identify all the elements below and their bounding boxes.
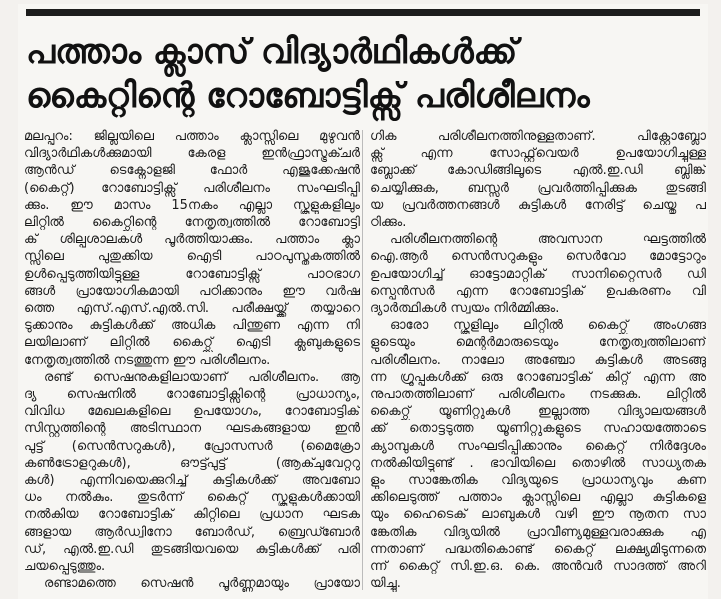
text-line: മലപ്പുറം: ജില്ലയിലെ പത്താം ക്ലാസ്സിലെ മുഴുവൻ (24, 129, 360, 144)
text-line: ളുടെയും മെന്റർമാരുടെയും നേതൃത്വത്തിലാണ് (370, 335, 706, 351)
text-line: നുപാതത്തിലാണ് പരിശീലനം നടക്കുക. ലിറ്റിൽ (370, 387, 706, 403)
text-line: പുട്ട് (സെൻസറുകൾ), പ്രോസസർ (മൈക്രോ (24, 438, 360, 454)
text-line: രണ്ടാമത്തെ സെഷൻ പൂർണ്ണമായും പ്രായോ (44, 576, 360, 592)
text-line: നൽകിയ റോബോട്ടിക് കിറ്റിലെ പ്രധാന ഘടക (24, 507, 360, 523)
text-line: ക് ശില്പശാലകൾ പൂർത്തിയാക്കും. പത്താം ക്ലാ (24, 232, 360, 248)
text-line: ഓരോ സ്കൂളിലും ലിറ്റിൽ കൈറ്റ്സ് അംഗങ്ങ (390, 318, 706, 334)
article-paragraph (370, 317, 706, 592)
article-paragraph (24, 369, 360, 575)
article-paragraph (24, 575, 360, 592)
text-line: കൺട്രോളറുകൾ), ഔട്ട്പുട്ട് (ആക്ചുവേറ്ററു (24, 455, 360, 471)
text-line: ത്തെ എസ്.എസ്.എൽ.സി. പരീക്ഷയ്ക്ക് തയ്യാറെ (24, 301, 360, 317)
top-rule (26, 9, 700, 16)
text-line: ഐ.ആർ സെൻസറുകളും സെർവോ മോട്ടോറും (370, 249, 706, 265)
text-line: ലയിലാണ് ലിറ്റിൽ കൈറ്റ്സ് ഐടി ക്ലബുകളുടെ (24, 335, 360, 351)
text-line: ഉപയോഗിച്ച് ഓട്ടോമാറ്റിക് സാനിറ്റൈസർ ഡി (370, 266, 706, 282)
text-line: ന്നതാണ് പദ്ധതികൊണ്ട് കൈറ്റ് ലക്ഷ്യമിടുന്നതെ (370, 541, 706, 557)
text-line: സ്സിലെ പുതുക്കിയ ഐടി പാഠപുസ്തകത്തിൽ (24, 249, 360, 265)
text-line: കൾ) എന്നിവയെക്കുറിച്ച് കുട്ടികൾക്ക് അവബോ (24, 473, 360, 489)
article-column-2 (370, 128, 706, 592)
text-line: പരിശീലനം. നാലോ അഞ്ചോ കുട്ടികൾ അടങ്ങു (370, 352, 706, 368)
text-line: ന്ന ഗ്രൂപ്പുകൾക്ക് ഒരു റോബോട്ടിക് കിറ്റ് എന്ന അ (370, 369, 706, 385)
article-paragraph (370, 128, 706, 231)
headline-line-1: പത്താം ക്ലാസ് വിദ്യാർഥികൾക്ക് (26, 32, 518, 72)
text-line: ളും സാങ്കേതിക വിദ്യയുടെ പ്രാധാന്യവും കണ (370, 473, 706, 489)
text-line: ആൻഡ് ടെക്നോളജി ഫോർ എജുക്കേഷൻ (24, 163, 360, 179)
text-line: ങ്ങൾ പ്രായോഗികമായി പഠിക്കാനും ഈ വർഷ (24, 283, 360, 299)
text-line: ക്സ് എന്ന സോഫ്റ്റ്‌വെയർ ഉപയോഗിച്ചുള്ള (370, 146, 706, 162)
text-line: ക്യാമ്പുകൾ സംഘടിപ്പിക്കാനും കൈറ്റ് നിർദ്ദേശം (370, 438, 706, 454)
text-line: വിവിധ മേഖലകളിലെ ഉപയോഗം, റോബോട്ടിക് (24, 404, 360, 420)
headline (26, 30, 706, 118)
text-line: ഗിക പരിശീലനത്തിനുള്ളതാണ്. പിക്റ്റോബ്ലോ (370, 129, 706, 144)
text-line: ചെയ്യിക്കുക, ബസ്സർ പ്രവർത്തിപ്പിക്കുക തുടങ്ങി (370, 180, 706, 196)
headline-line-2: കൈറ്റിന്റെ റോബോട്ടിക്സ് പരിശീലനം (26, 76, 590, 116)
text-line: ധം നൽകും. തുടർന്ന് കൈറ്റ് സ്കൂളുകൾക്കായി (24, 490, 360, 506)
text-line: ബ്ലോക്ക് കോഡിങ്ങിലൂടെ എൽ.ഇ.ഡി ബ്ലിങ്ക് (370, 163, 706, 179)
article-paragraph (24, 128, 360, 369)
text-line: ഠിക്കും. (370, 215, 407, 231)
text-line: ഡ്, എൽ.ഇ.ഡി തുടങ്ങിയവയെ കുട്ടികൾക്ക് പരി (24, 541, 360, 557)
column-divider (362, 130, 363, 590)
text-line: ദ്യ സെഷനിൽ റോബോട്ടിക്സിന്റെ പ്രാധാന്യം, (24, 387, 360, 403)
text-line: ന്ന് കൈറ്റ് സി.ഇ.ഒ. കെ. അൻവർ സാദത്ത് അറി (370, 559, 706, 575)
text-line: വിദ്യാർഥികൾക്കുമായി കേരള ഇൻഫ്രാസ്ട്രക്ചർ (24, 146, 360, 162)
text-line: ഉൾപ്പെടുത്തിയിട്ടുള്ള റോബോട്ടിക്സ് പാഠഭാഗ (24, 266, 360, 282)
text-line: സ്പെൻസർ എന്ന റോബോട്ടിക് ഉപകരണം വി (370, 283, 706, 299)
text-line: യ പ്രവർത്തനങ്ങൾ കുട്ടികൾ നേരിട്ട് ചെയ്തു പ (370, 197, 706, 213)
text-line: ലിറ്റിൽ കൈറ്റ്സിന്റെ നേതൃത്വത്തിൽ റോബോട്ടി (24, 215, 360, 231)
text-line: നൽകിയിട്ടുണ്ട് . ഭാവിയിലെ തൊഴിൽ സാധ്യതക (370, 455, 706, 471)
text-line: യും ഹൈടെക് ലാബുകൾ വഴി ഈ നൂതന സാ (370, 507, 706, 523)
text-line: കൈറ്റ്സ് യൂണിറ്റുകൾ ഇല്ലാത്ത വിദ്യാലയങ്ങൾ (370, 404, 706, 420)
article-paragraph (370, 231, 706, 317)
text-line: ചയപ്പെടുത്തും. (24, 559, 106, 575)
text-line: ക്ക് തൊട്ടടുത്ത യൂണിറ്റുകളുടെ സഹായത്തോടെ (370, 421, 706, 437)
text-line: ടുക്കാനും കുട്ടികൾക്ക് അധിക പിന്തുണ എന്ന നി (24, 318, 360, 334)
text-line: ങ്കേതിക വിദ്യയിൽ പ്രാവീണ്യമുള്ളവരാക്കുക എ (370, 524, 706, 540)
text-line: ങ്ങളായ ആർഡ്വിനോ ബോർഡ്, ബ്രെഡ്ബോർ (24, 524, 360, 540)
text-line: രണ്ട് സെഷനുകളിലായാണ് പരിശീലനം. ആ (44, 369, 360, 385)
text-line: (കൈറ്റ്) റോബോട്ടിക്സ് പരിശീലനം സംഘടിപ്പി (24, 180, 360, 196)
text-line: ദ്യാർത്ഥികൾ സ്വയം നിർമ്മിക്കും. (370, 301, 560, 317)
text-line: ക്കും. ഈ മാസം 15നകം എല്ലാ സ്കൂളുകളിലും (24, 197, 360, 213)
text-line: ക്കിലെടുത്ത് പത്താം ക്ലാസ്സിലെ എല്ലാ കുട്ടികളെ (370, 490, 706, 506)
text-line: യിച്ചു. (370, 576, 401, 592)
text-line: നേതൃത്വത്തിൽ നടത്തുന്ന ഈ പരിശീലനം. (24, 352, 271, 368)
text-line: സിസ്റ്റത്തിന്റെ അടിസ്ഥാന ഘടകങ്ങളായ ഇൻ (24, 421, 360, 437)
text-line: പരിശീലനത്തിന്റെ അവസാന ഘട്ടത്തിൽ (390, 232, 706, 248)
article-column-1 (24, 128, 360, 592)
